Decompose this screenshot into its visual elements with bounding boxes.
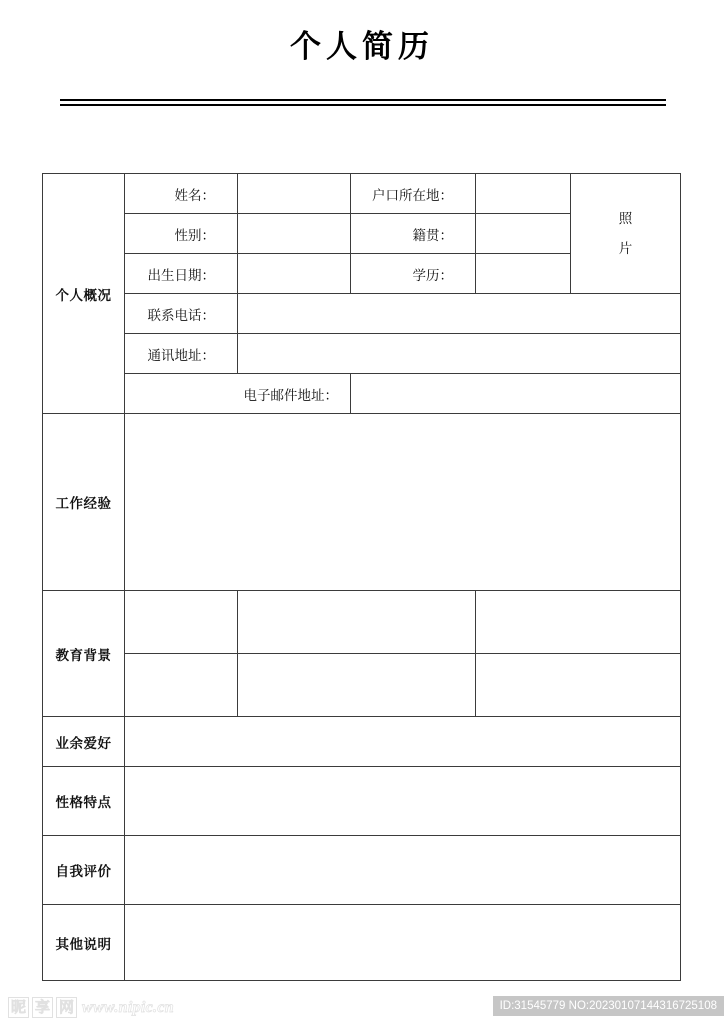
field-value-personality[interactable] [125, 767, 681, 836]
field-value-household-location[interactable] [476, 174, 571, 214]
table-row-personality [43, 767, 681, 836]
education-cell-school[interactable] [238, 654, 476, 717]
table-row-self-evaluation [43, 836, 681, 905]
section-label-hobbies: 业余爱好 [43, 717, 125, 767]
field-value-self-evaluation[interactable] [125, 836, 681, 905]
table-row-education-1 [43, 591, 681, 654]
field-label-name: 姓名： [125, 174, 238, 214]
section-label-other-notes: 其他说明 [43, 905, 125, 981]
education-cell-period[interactable] [125, 654, 238, 717]
education-cell-school[interactable] [238, 591, 476, 654]
asset-id-badge: ID:31545779 NO:20230107144316725108 [493, 996, 724, 1016]
field-label-email: 电子邮件地址： [125, 374, 351, 414]
watermark-logo-characters [8, 997, 77, 1018]
photo-label-line-2: 片 [618, 240, 633, 256]
field-label-mail-address: 通讯地址： [125, 334, 238, 374]
watermark-char-2: 享 [32, 997, 53, 1018]
field-value-education-level[interactable] [476, 254, 571, 294]
site-watermark [8, 997, 174, 1018]
field-label-education-level: 学历： [351, 254, 476, 294]
watermark-char-3: 网 [56, 997, 77, 1018]
section-label-personal-overview: 个人概况 [43, 174, 125, 414]
field-value-phone[interactable] [238, 294, 681, 334]
field-label-household-location: 户口所在地： [351, 174, 476, 214]
table-row-email [43, 374, 681, 414]
resume-table [42, 173, 681, 981]
education-cell-period[interactable] [125, 591, 238, 654]
field-label-birth-date: 出生日期： [125, 254, 238, 294]
field-value-other-notes[interactable] [125, 905, 681, 981]
photo-placeholder-cell[interactable] [571, 174, 681, 294]
field-value-email[interactable] [351, 374, 681, 414]
field-value-hobbies[interactable] [125, 717, 681, 767]
section-label-personality: 性格特点 [43, 767, 125, 836]
photo-label-line-1: 照 [618, 210, 633, 226]
rule-line-top [60, 99, 666, 101]
field-value-work-experience[interactable] [125, 414, 681, 591]
education-cell-major[interactable] [476, 591, 681, 654]
page-title: 个人简历 [290, 29, 434, 64]
section-label-work-experience: 工作经验 [43, 414, 125, 591]
field-value-name[interactable] [238, 174, 351, 214]
field-value-mail-address[interactable] [238, 334, 681, 374]
section-label-education-background: 教育背景 [43, 591, 125, 717]
table-row-mail-address [43, 334, 681, 374]
field-label-gender: 性别： [125, 214, 238, 254]
watermark-url: www.nipic.cn [82, 998, 174, 1016]
title-block [0, 26, 724, 68]
table-row-name [43, 174, 681, 214]
field-label-phone: 联系电话： [125, 294, 238, 334]
table-row-hobbies [43, 717, 681, 767]
rule-line-bottom [60, 104, 666, 106]
title-divider-rule [60, 99, 666, 107]
page-footer [0, 995, 724, 1024]
education-cell-major[interactable] [476, 654, 681, 717]
field-value-native-place[interactable] [476, 214, 571, 254]
table-row-other-notes [43, 905, 681, 981]
section-label-self-evaluation: 自我评价 [43, 836, 125, 905]
table-row-education-2 [43, 654, 681, 717]
field-value-gender[interactable] [238, 214, 351, 254]
watermark-char-1: 昵 [8, 997, 29, 1018]
field-value-birth-date[interactable] [238, 254, 351, 294]
table-row-work-experience [43, 414, 681, 591]
table-row-phone [43, 294, 681, 334]
field-label-native-place: 籍贯： [351, 214, 476, 254]
